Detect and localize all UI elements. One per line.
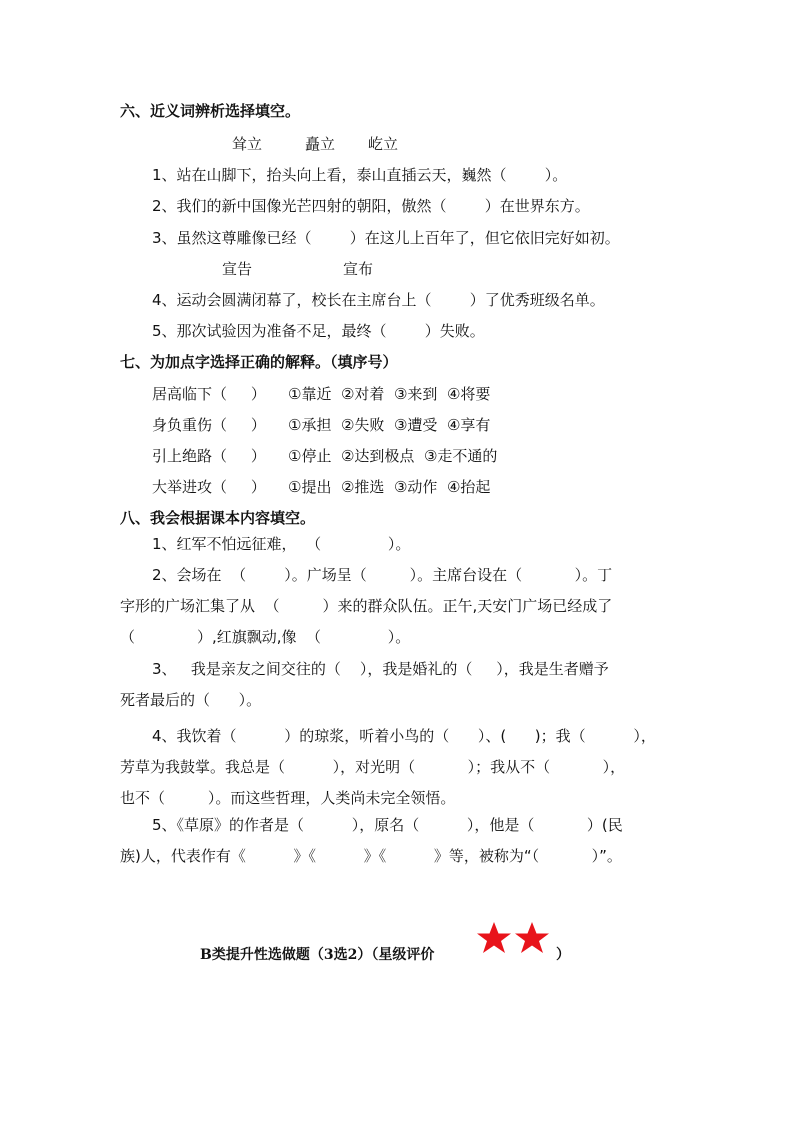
term-item: 身负重伤（ ） — [152, 416, 266, 434]
fill-line: 2、会场在 （ ）。广场呈（ ）。主席台设在（ ）。丁 — [152, 566, 613, 584]
fill-line: 4、我饮着（ ）的琼浆，听着小鸟的（ ）、( )；我（ ）， — [152, 727, 656, 745]
optional-section-label: B类提升性选做题（3选2）（星级评价 — [200, 947, 435, 963]
fill-line: 芳草为我鼓掌。我总是（ ），对光明（ ）；我从不（ ）， — [120, 758, 626, 776]
fill-line: 1、红军不怕远征难， （ ）。 — [152, 535, 411, 553]
section-8-title: 八、我会根据课本内容填空。 — [120, 509, 316, 527]
star-icon — [477, 922, 511, 953]
fill-line: （ ）,红旗飘动,像 （ ）。 — [120, 628, 411, 646]
fill-line: 3、 我是亲友之间交往的（ ），我是婚礼的（ ），我是生者赠予 — [152, 660, 609, 678]
word-option: 宣布 — [343, 260, 374, 278]
fill-line: 族)人，代表作有《 》《 》《 》等，被称为“（ ）”。 — [120, 847, 622, 865]
word-option: 耸立 — [232, 135, 263, 153]
fill-line: 也不（ ）。而这些哲理，人类尚未完全领悟。 — [120, 789, 456, 807]
term-item: 引上绝路（ ） — [152, 447, 266, 465]
word-option: 屹立 — [368, 135, 399, 153]
term-options: ①停止 ②达到极点 ③走不通的 — [288, 447, 498, 465]
fill-line: 5、《草原》的作者是（ ），原名（ ），他是（ ）(民 — [152, 816, 623, 834]
word-option: 矗立 — [305, 135, 336, 153]
word-option: 宣告 — [222, 260, 253, 278]
section-7-title: 七、为加点字选择正确的解释。（填序号） — [120, 353, 398, 371]
fill-line: 死者最后的（ ）。 — [120, 691, 262, 709]
term-options: ①靠近 ②对着 ③来到 ④将要 — [288, 385, 491, 403]
fill-item: 3、虽然这尊雕像已经（ ）在这儿上百年了，但它依旧完好如初。 — [152, 229, 620, 247]
fill-item: 1、站在山脚下，抬头向上看，泰山直插云天，巍然（ ）。 — [152, 166, 568, 184]
term-item: 居高临下（ ） — [152, 385, 266, 403]
fill-item: 2、我们的新中国像光芒四射的朝阳，傲然（ ）在世界东方。 — [152, 197, 590, 215]
section-6-title: 六、近义词辨析选择填空。 — [120, 102, 301, 120]
fill-item: 5、那次试验因为准备不足，最终（ ）失败。 — [152, 322, 485, 340]
term-options: ①承担 ②失败 ③遭受 ④享有 — [288, 416, 491, 434]
term-item: 大举进攻（ ） — [152, 478, 266, 496]
optional-section-close: ） — [556, 947, 570, 963]
fill-item: 4、运动会圆满闭幕了，校长在主席台上（ ）了优秀班级名单。 — [152, 291, 605, 309]
term-options: ①提出 ②推选 ③动作 ④抬起 — [288, 478, 491, 496]
star-icon — [515, 922, 549, 953]
fill-line: 字形的广场汇集了从 （ ）来的群众队伍。正午,天安门广场已经成了 — [120, 597, 613, 615]
star-rating — [474, 918, 554, 958]
